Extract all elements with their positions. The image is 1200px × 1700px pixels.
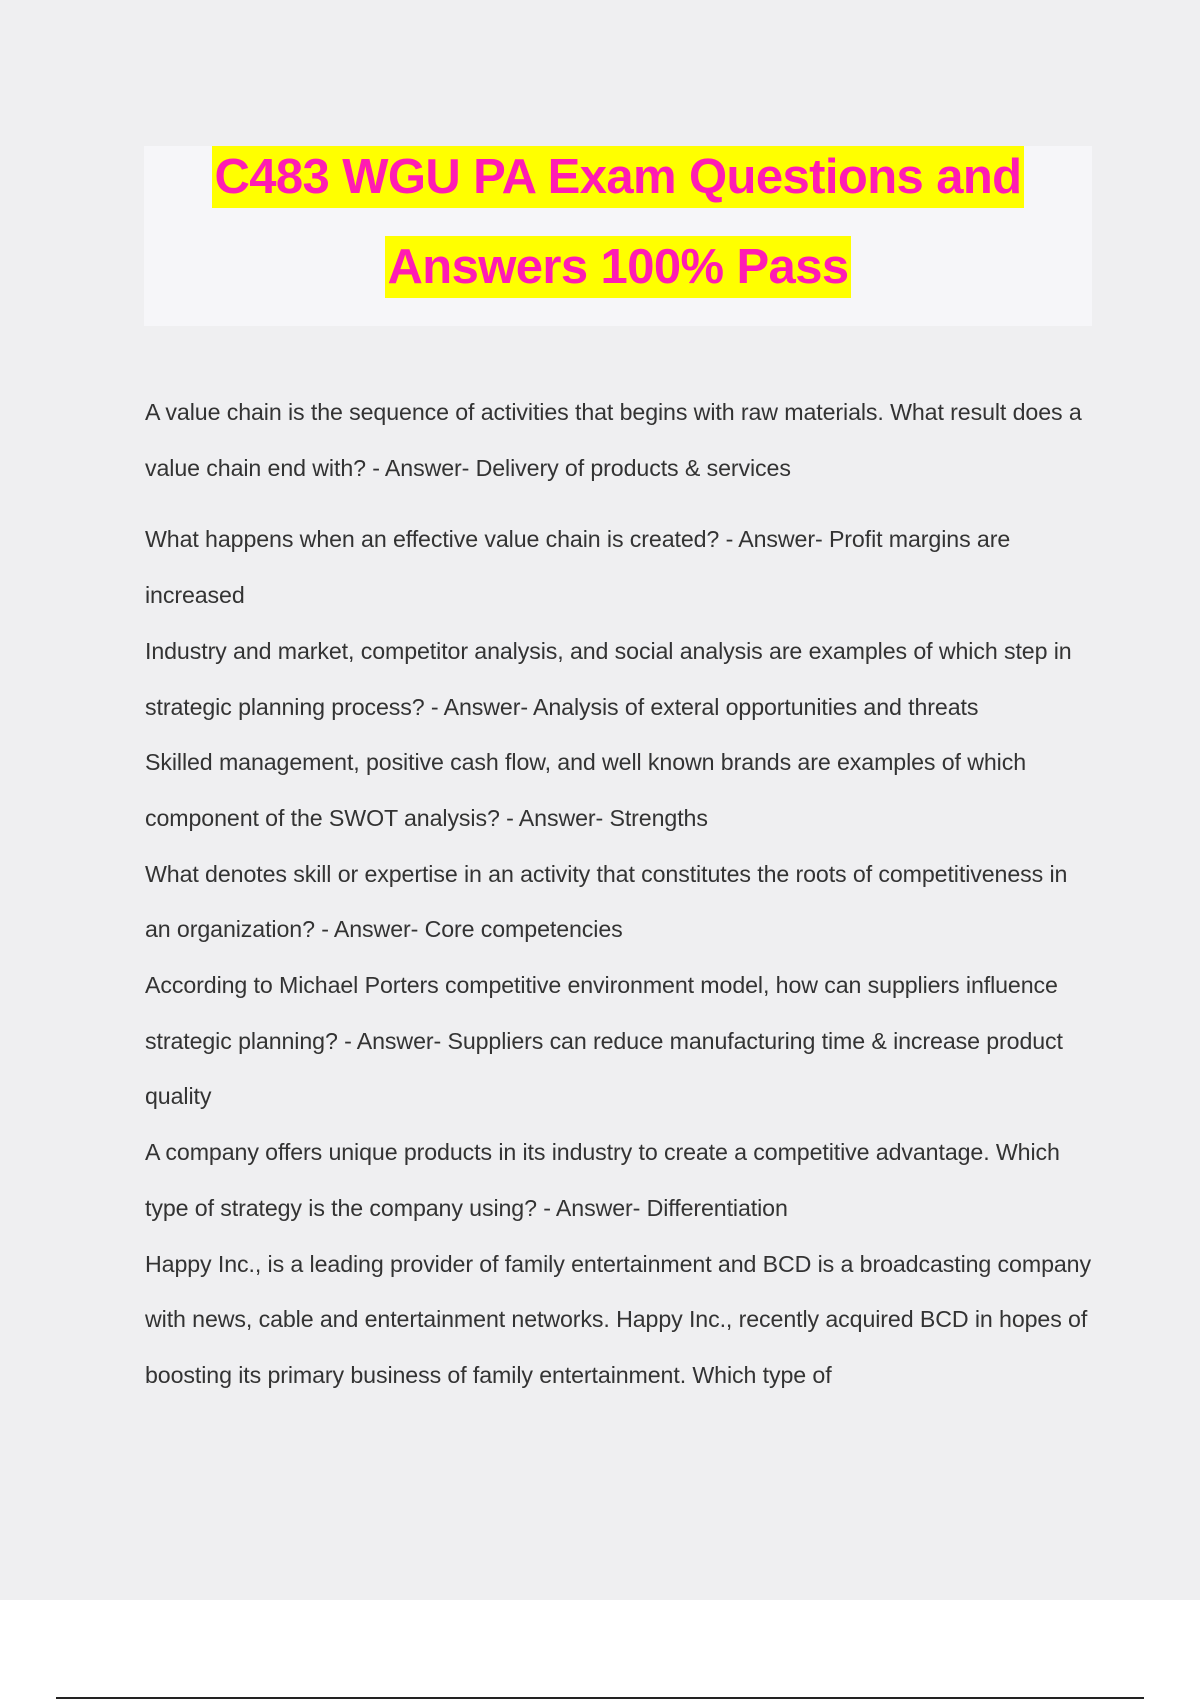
document-body	[145, 385, 1095, 1404]
qa-paragraph-3: Industry and market, competitor analysis, and social analysis are examples of which step in strategic planning process? - Answer- Analysis of exteral opportunities and threats	[145, 637, 1072, 720]
document-title-line-2: Answers 100% Pass	[385, 236, 850, 298]
qa-paragraph-4: Skilled management, positive cash flow, and well known brands are examples of which component of the SWOT analysis? - Answer- Strengths	[145, 749, 1027, 831]
footer-divider	[56, 1697, 1144, 1699]
qa-paragraph-7: A company offers unique products in its industry to create a competitive advantage. Which type of strategy is the company using? - Answer- Differentiation	[145, 1139, 1060, 1221]
qa-paragraph-2: What happens when an effective value chain is created? - Answer- Profit margins are increased	[145, 526, 1011, 609]
title-block	[144, 146, 1092, 326]
qa-paragraph-1: A value chain is the sequence of activities that begins with raw materials. What result does a value chain end with? - Answer- Delivery of products & services	[145, 399, 1082, 481]
page-footer	[0, 1600, 1200, 1700]
document-title-line-1: C483 WGU PA Exam Questions and	[212, 146, 1023, 208]
qa-paragraph-5: What denotes skill or expertise in an activity that constitutes the roots of competitiveness in an organization? - Answer- Core competencies	[145, 860, 1068, 943]
qa-paragraph-8: Happy Inc., is a leading provider of family entertainment and BCD is a broadcasting company with news, cable and entertainment networks. Happy Inc., recently acquired BCD in hopes of boosting its primary business of family entertainment. Which type of	[145, 1250, 1091, 1388]
qa-paragraph-6: According to Michael Porters competitive environment model, how can suppliers influence strategic planning? - Answer- Suppliers can reduce manufacturing time & increase product quality	[145, 972, 1063, 1110]
